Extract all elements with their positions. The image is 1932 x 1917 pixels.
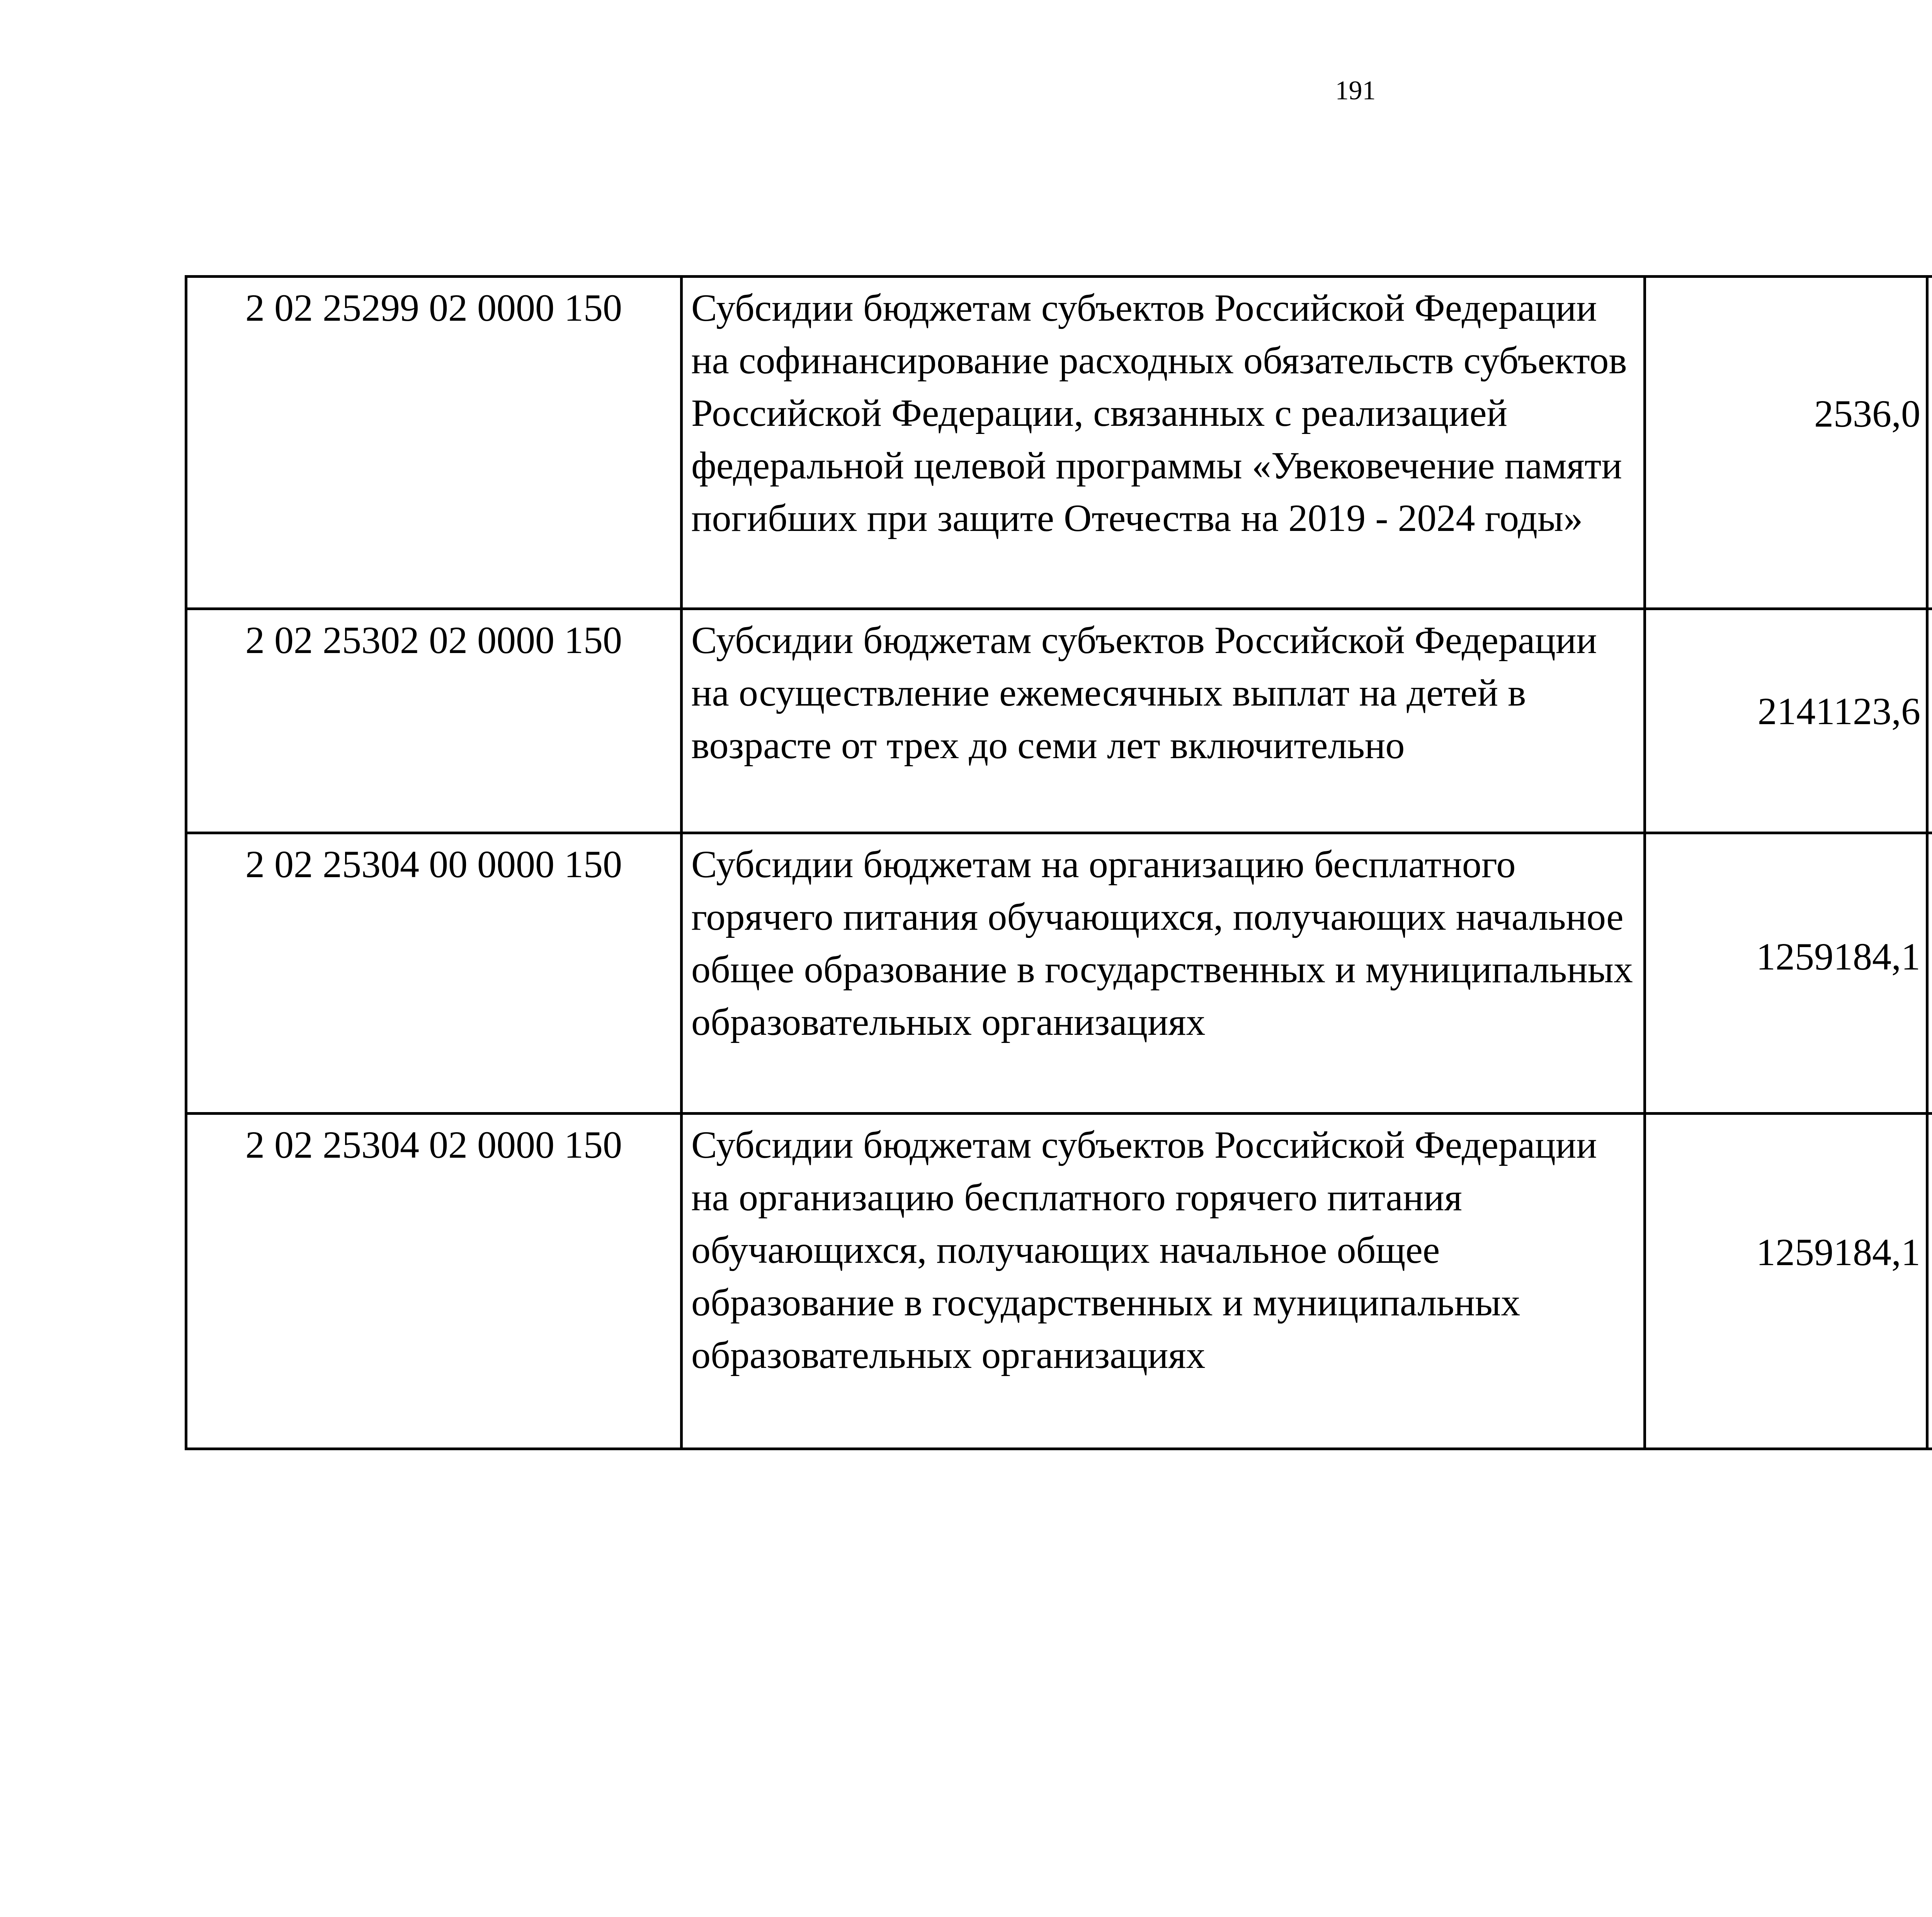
- table-row: [186, 833, 1932, 1114]
- amount-cell-2: [1927, 833, 1932, 1114]
- description-cell: Субсидии бюджетам субъектов Российской Федерации на осуществление ежемесячных выплат на детей в возрасте от трех до семи лет включительно: [682, 609, 1645, 833]
- table-row: [186, 609, 1932, 833]
- amount-cell-2: [1927, 609, 1932, 833]
- amount-cell-1: 2536,0: [1645, 277, 1927, 609]
- budget-code-cell: 2 02 25299 02 0000 150: [186, 277, 682, 609]
- amount-cell-1: 1259184,1: [1645, 833, 1927, 1114]
- amount-cell-2: [1927, 277, 1932, 609]
- page-number: 191: [1335, 76, 1376, 105]
- budget-code-cell: 2 02 25304 02 0000 150: [186, 1114, 682, 1449]
- budget-code-cell: 2 02 25302 02 0000 150: [186, 609, 682, 833]
- amount-cell-2: [1927, 1114, 1932, 1449]
- budget-revenue-table: [185, 275, 1932, 1450]
- description-cell: Субсидии бюджетам субъектов Российской Федерации на софинансирование расходных обязательств субъектов Российской Федерации, связанных с реализацией федеральной целевой программы «Увековечение памяти погибших при защите Отечества на 2019 - 2024 годы»: [682, 277, 1645, 609]
- amount-cell-1: 2141123,6: [1645, 609, 1927, 833]
- budget-code-cell: 2 02 25304 00 0000 150: [186, 833, 682, 1114]
- table-row: [186, 277, 1932, 609]
- description-cell: Субсидии бюджетам субъектов Российской Федерации на организацию бесплатного горячего питания обучающихся, получающих начальное общее образование в государственных и муниципальных образовательных организациях: [682, 1114, 1645, 1449]
- description-cell: Субсидии бюджетам на организацию бесплатного горячего питания обучающихся, получающих начальное общее образование в государственных и муниципальных образовательных организациях: [682, 833, 1645, 1114]
- table-row: [186, 1114, 1932, 1449]
- amount-cell-1: 1259184,1: [1645, 1114, 1927, 1449]
